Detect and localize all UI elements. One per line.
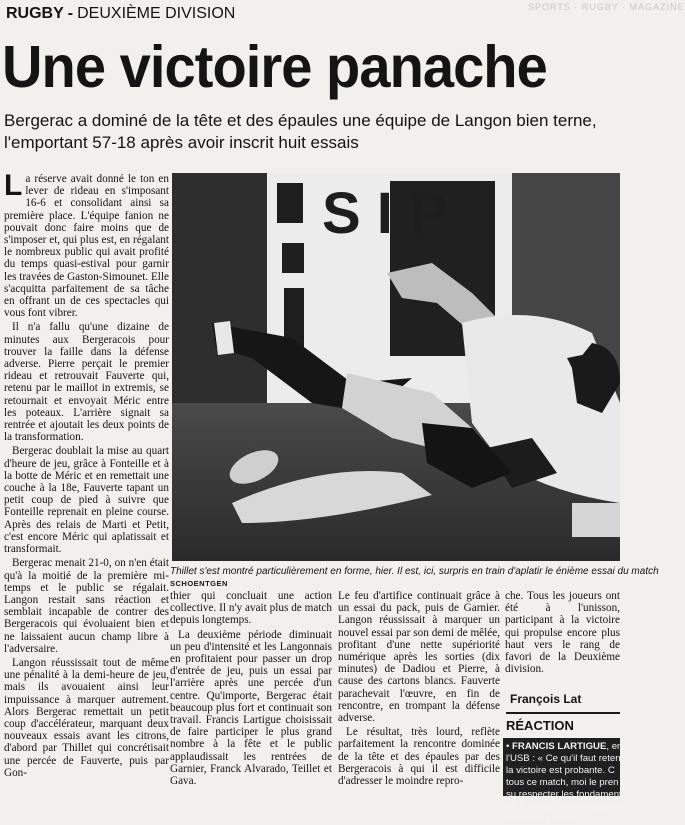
reaction-text: , en — [606, 741, 623, 752]
article-column-4 — [505, 590, 620, 690]
article-paragraph: thier qui concluait une action collective. Il n'y avait plus de match depuis longtemps. — [170, 590, 332, 627]
lead — [4, 110, 620, 154]
article-column-3 — [338, 590, 500, 800]
section-heading — [6, 4, 235, 24]
article-paragraph: che. Tous les joueurs ont été à l'unisson, participant à la victoire qui propulse encore plus haut vers le rang de favori de la Deuxième division. — [505, 590, 620, 676]
article-paragraph: Il n'a fallu qu'une dizaine de minutes aux Bergeracois pour trouver la faille dans la défense adverse. Pierre perçait le premier rideau et retrouvait Fauverte qui, retenu par le maillot in extremis, se retournait et envoyait Méric entre les poteaux. L'arrière signait sa rentrée et ajoutait les deux points de la transformation. — [4, 321, 169, 444]
match-photo — [172, 173, 620, 561]
reaction-line: su respecter les fondament — [506, 789, 622, 800]
reaction-line: on a envie, on est capable c — [506, 801, 626, 812]
article-column-1 — [4, 169, 169, 800]
reaction-line: la victoire est probante. C — [506, 765, 615, 776]
reaction-line: cellentes choses. » — [506, 813, 588, 824]
article-paragraph: Langon réussissait tout de même une pénalité à la demi-heure de jeu, mais ils avouaient ainsi leur impuissance à marquer autrement. Alors Bergerac remettait un petit coup d'accélérateur, marquant deux nouveaux essais avant les citrons, d'abord par Thillet qui concrétisait une percée de Fauverte, puis par Gon- — [4, 656, 169, 779]
article-paragraph — [4, 169, 169, 320]
drop-cap: L — [4, 169, 23, 202]
section-separator: - — [67, 5, 74, 22]
article-paragraph: Bergerac doublait la mise au quart d'heure de jeu, grâce à Fonteille et à la botte de Méric et en remettait une couche à la 18e, Fauverte tapant un petit coup de pied à suivre que Fonteille reprenait en pleine course. Après des relais de Marti et Petit, c'est encore Méric qui aplatissait et transformait. — [4, 445, 169, 556]
reaction-line: • FRANCIS LARTIGUE, en — [506, 741, 623, 752]
article-paragraph-text: a réserve avait donné le ton en lever de rideau en s'imposant 16-6 et consolidant ainsi sa première place. L'équipe fanion ne pouvait donc faire moins que de s'imposer et, qui plus est, en régalant le nombreux public qui avait profité du temps quasi-estival pour garnir les travées de Gaston-Simounet. Elle s'acquitta parfaitement de sa tâche en offrant un de ces spectacles qui vous font vibrer. — [4, 173, 169, 320]
headline: Une victoire panache — [2, 34, 547, 100]
article-paragraph: Bergerac menait 21-0, on n'en était qu'à la moitié de la première mi-temps et le public se régalait. Langon restait sans réaction et semblait incapable de contrer des Bergeracois qui évoluaient bien et ne laissaient aucun champ libre à l'adversaire. — [4, 557, 169, 655]
reaction-line: tous ce match, moi le pren — [506, 777, 619, 788]
reaction-heading: RÉACTION — [506, 712, 620, 734]
photo-caption: Thillet s'est montré particulièrement en forme, hier. Il est, ici, surpris en train d'aplatir le énième essai du match — [170, 566, 659, 577]
masthead: SPORTS · RUGBY · MAGAZINE — [528, 2, 685, 12]
section-rubric: RUGBY — [6, 5, 64, 22]
reaction-line: l'USB : « Ce qu'il faut reten — [506, 753, 621, 764]
lead-line: l'emportant 57-18 après avoir inscrit huit essais — [4, 133, 359, 152]
section-division: DEUXIÈME DIVISION — [77, 5, 236, 22]
sign-letters: S I P — [322, 181, 448, 246]
reaction-speaker: FRANCIS LARTIGUE — [512, 741, 607, 752]
article-paragraph: Le feu d'artifice continuait grâce à un essai du pack, puis de Garnier. Langon réussissait à marquer un nouvel essai par son demi de mêlée, profitant d'une nette supériorité numérique après les sorties (dix minutes) de Dadiou et Pierre, à cause des cartons blancs. Fauverte parachevait l'œuvre, en fin de rencontre, en trompant la défense adverse. — [338, 590, 500, 725]
author-signature: François Lat — [510, 692, 582, 706]
article-paragraph: Le résultat, très lourd, reflète parfaitement la rencontre dominée de la tête et des épaules par des Bergeracois à qui il est difficile d'adresser le moindre repro- — [338, 726, 500, 788]
article-paragraph: La deuxième période diminuait un peu d'intensité et les Langonnais en profitaient pour passer un drop d'entrée de jeu, puis un essai par l'arrière après une percée d'un centre. Qu'importe, Bergerac était beaucoup plus fort et continuait son travail. Francis Lartigue choisissait de faire participer le plus grand nombre à la fête et le public applaudissait les rentrées de Garnier, Franck Alvarado, Teillet et Gava. — [170, 628, 332, 788]
photo-credit: SCHOENTGEN — [170, 579, 228, 588]
lead-line: Bergerac a dominé de la tête et des épaules une équipe de Langon bien terne, — [4, 111, 597, 130]
article-column-2 — [170, 590, 332, 800]
reaction-box — [503, 738, 626, 824]
rugby-try-image — [172, 173, 620, 561]
